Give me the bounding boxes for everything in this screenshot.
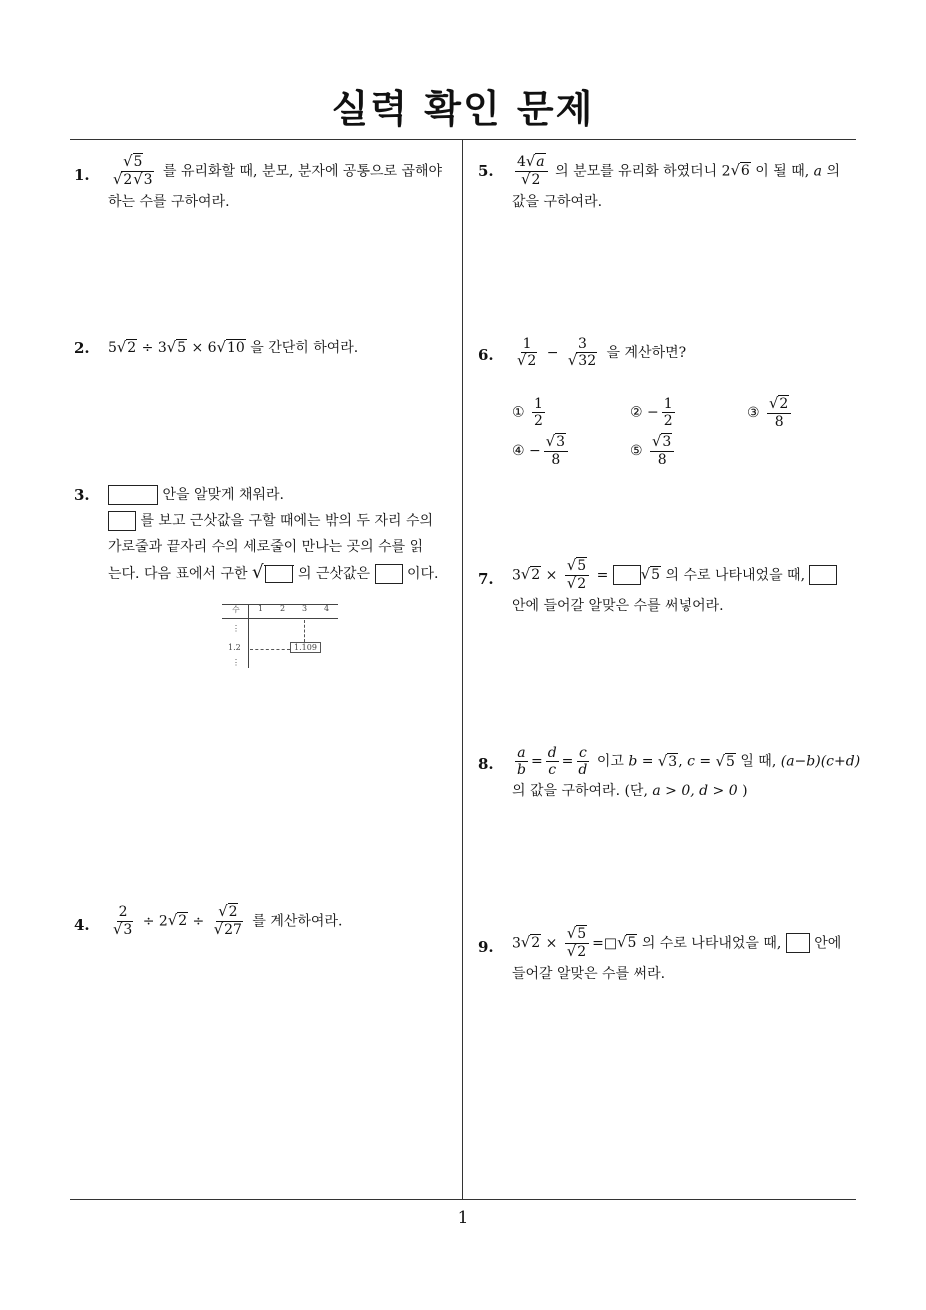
page-title: 실력 확인 문제	[331, 87, 595, 131]
bottom-rule	[70, 1199, 856, 1200]
problem-number: 8.	[478, 755, 494, 773]
answer-box[interactable]	[108, 485, 158, 505]
problem-text: 을 간단히 하여라.	[245, 340, 359, 356]
problem-number: 5.	[478, 162, 494, 180]
answer-box[interactable]	[375, 564, 403, 584]
choice-1[interactable]: ① $\frac{1}{2}$	[512, 396, 543, 430]
answer-box[interactable]	[786, 933, 810, 953]
table-value: 1.109	[290, 642, 321, 653]
top-rule	[70, 139, 856, 140]
answer-box[interactable]	[108, 511, 136, 531]
page-number: 1	[457, 1208, 469, 1228]
choice-5[interactable]: ⑤ $\frac{√3}{8}$	[630, 434, 677, 468]
problem-number: 6.	[478, 346, 494, 364]
column-divider	[462, 140, 463, 1200]
problem-number: 3.	[74, 486, 90, 504]
problem-number: 1.	[74, 166, 90, 184]
fraction: $\frac{√5}{√2√3}$	[113, 153, 153, 188]
problem-number: 7.	[478, 570, 494, 588]
choice-2[interactable]: ② − $\frac{1}{2}$	[630, 396, 673, 430]
problem-text-line2: 하는 수를 구하여라.	[108, 193, 230, 210]
choice-3[interactable]: ③ $\frac{√2}{8}$	[747, 396, 794, 430]
problem-number: 2.	[74, 339, 90, 357]
answer-box[interactable]	[265, 565, 293, 583]
problem-number: 4.	[74, 916, 90, 934]
choice-4[interactable]: ④ − $\frac{√3}{8}$	[512, 434, 571, 468]
problem-number: 9.	[478, 938, 494, 956]
answer-box[interactable]	[809, 565, 837, 585]
answer-box[interactable]	[613, 565, 641, 585]
problem-text: 를 유리화할 때, 분모, 분자에 공통으로 곱해야	[158, 163, 443, 180]
